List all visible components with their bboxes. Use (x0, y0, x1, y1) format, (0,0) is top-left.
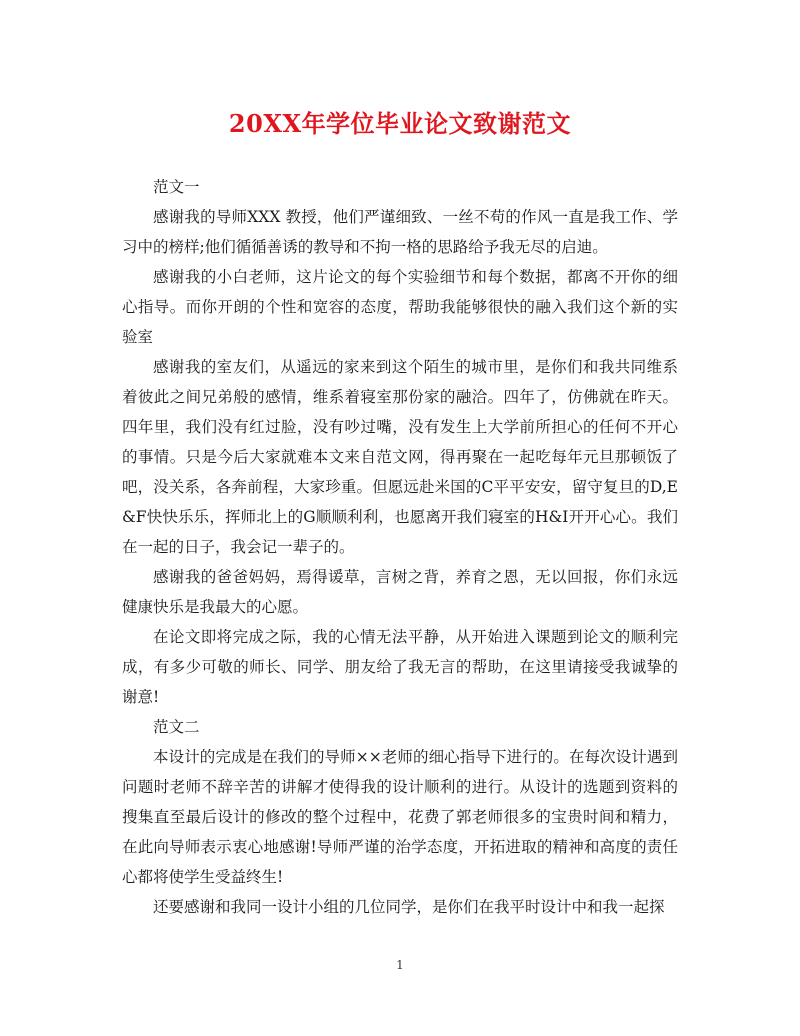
page-number: 1 (396, 958, 404, 972)
document-title: 20XX年学位毕业论文致谢范文 (228, 109, 572, 138)
paragraph: 还要感谢和我同一设计小组的几位同学，是你们在我平时设计中和我一起探 (153, 898, 665, 916)
section-heading-2: 范文二 (153, 718, 200, 736)
paragraph: 感谢我的导师XXX 教授，他们严谨细致、一丝不苟的作风一直是我工作、学习中的榜样;他们循循善诱的教导和不拘一格的思路给予我无尽的启迪。 (122, 208, 678, 256)
paragraph: 在论文即将完成之际，我的心情无法平静，从开始进入课题到论文的顺利完成，有多少可敬的师长、同学、朋友给了我无言的帮助，在这里请接受我诚挚的谢意! (122, 628, 678, 706)
paragraph: 本设计的完成是在我们的导师××老师的细心指导下进行的。在每次设计遇到问题时老师不辞辛苦的讲解才使得我的设计顺利的进行。从设计的选题到资料的搜集直至最后设计的修改的整个过程中，花费了郭老师很多的宝贵时间和精力，在此向导师表示衷心地感谢!导师严谨的治学态度，开拓进取的精神和高度的责任心都将使学生受益终生! (122, 748, 678, 886)
paragraph: 感谢我的小白老师，这片论文的每个实验细节和每个数据，都离不开你的细心指导。而你开朗的个性和宽容的态度，帮助我能够很快的融入我们这个新的实验室 (122, 268, 678, 346)
paragraph: 感谢我的室友们，从遥远的家来到这个陌生的城市里，是你们和我共同维系着彼此之间兄弟般的感情，维系着寝室那份家的融洽。四年了，仿佛就在昨天。四年里，我们没有红过脸，没有吵过嘴，没有发生上大学前所担心的任何不开心的事情。只是今后大家就难本文来自范文网，得再聚在一起吃每年元旦那顿饭了吧，没关系，各奔前程，大家珍重。但愿远赴米国的C平平安安，留守复旦的D,E&F快快乐乐，挥师北上的G顺顺利利，也愿离开我们寝室的H&I开开心心。我们在一起的日子，我会记一辈子的。 (122, 358, 678, 556)
section-heading-1: 范文一 (153, 178, 200, 196)
paragraph: 感谢我的爸爸妈妈，焉得谖草，言树之背，养育之恩，无以回报，你们永远健康快乐是我最大的心愿。 (122, 568, 678, 616)
document-body (122, 172, 678, 922)
